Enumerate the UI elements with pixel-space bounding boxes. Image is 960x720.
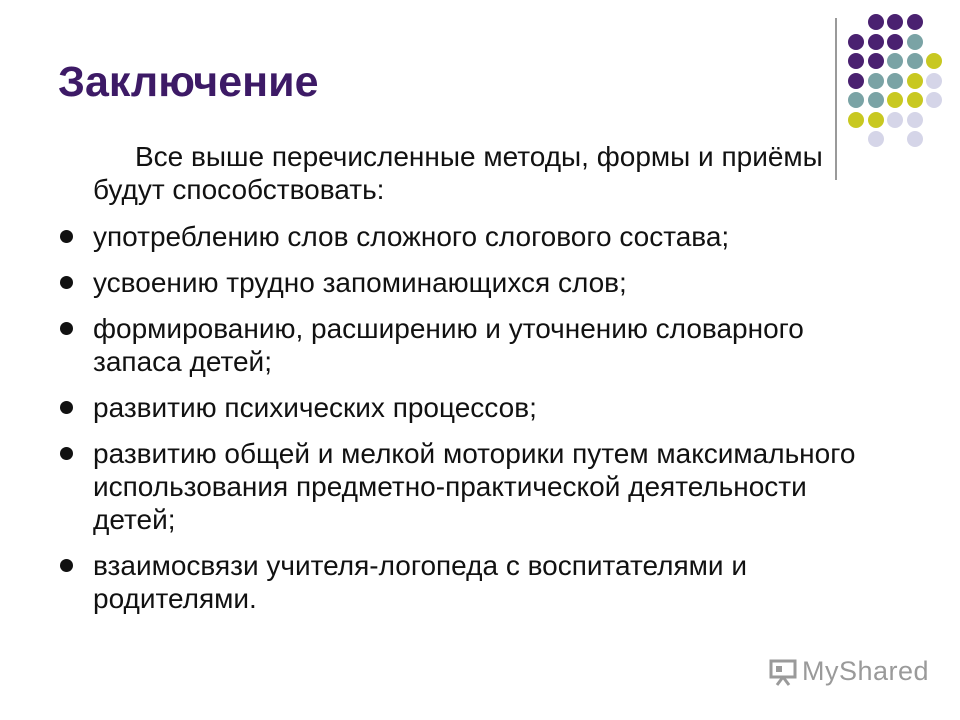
decorative-dot — [868, 92, 884, 108]
list-item — [60, 391, 890, 424]
decorative-dot — [848, 34, 864, 50]
list-item — [60, 437, 890, 536]
bullet-text: развитию психических процессов; — [93, 392, 537, 423]
decorative-dot — [887, 73, 903, 89]
bullet-icon — [60, 230, 73, 243]
decorative-dot — [907, 112, 923, 128]
decorative-dot — [907, 34, 923, 50]
list-item — [60, 266, 890, 299]
decorative-dot — [907, 73, 923, 89]
watermark-text: MyShared — [802, 656, 930, 686]
decorative-dot — [868, 34, 884, 50]
decorative-dot — [887, 92, 903, 108]
bullet-text: взаимосвязи учителя-логопеда с воспитателями и родителями. — [93, 550, 747, 614]
list-item — [60, 549, 890, 615]
decorative-dot — [887, 34, 903, 50]
decorative-dot — [848, 92, 864, 108]
decorative-dot — [887, 112, 903, 128]
decorative-dot — [848, 73, 864, 89]
bullet-icon — [60, 447, 73, 460]
bullet-list — [60, 220, 890, 615]
decorative-dot — [848, 53, 864, 69]
decorative-dot — [848, 112, 864, 128]
decorative-dot — [887, 14, 903, 30]
intro-text: Все выше перечисленные методы, формы и приёмы будут способствовать: — [93, 141, 823, 205]
list-item — [60, 220, 890, 253]
decorative-dot — [907, 14, 923, 30]
bullet-icon — [60, 559, 73, 572]
decorative-dot — [926, 73, 942, 89]
list-item — [60, 312, 890, 378]
bullet-icon — [60, 401, 73, 414]
decorative-dot — [868, 53, 884, 69]
decorative-dot — [868, 14, 884, 30]
decorative-dot — [926, 53, 942, 69]
decorative-dot — [926, 92, 942, 108]
presentation-icon — [768, 657, 798, 687]
bullet-text: развитию общей и мелкой моторики путем максимального использования предметно-практической деятельности детей; — [93, 438, 856, 535]
bullet-text: употреблению слов сложного слогового состава; — [93, 221, 730, 252]
page-title: Заключение — [58, 58, 319, 106]
decorative-dot — [868, 112, 884, 128]
slide-content — [60, 140, 890, 628]
decorative-dot — [868, 73, 884, 89]
decorative-dot — [907, 131, 923, 147]
decorative-dot — [907, 92, 923, 108]
bullet-text: формированию, расширению и уточнению словарного запаса детей; — [93, 313, 804, 377]
bullet-icon — [60, 322, 73, 335]
decorative-dot — [907, 53, 923, 69]
decorative-dot — [887, 53, 903, 69]
watermark-logo — [768, 656, 929, 687]
bullet-text: усвоению трудно запоминающихся слов; — [93, 267, 627, 298]
bullet-icon — [60, 276, 73, 289]
